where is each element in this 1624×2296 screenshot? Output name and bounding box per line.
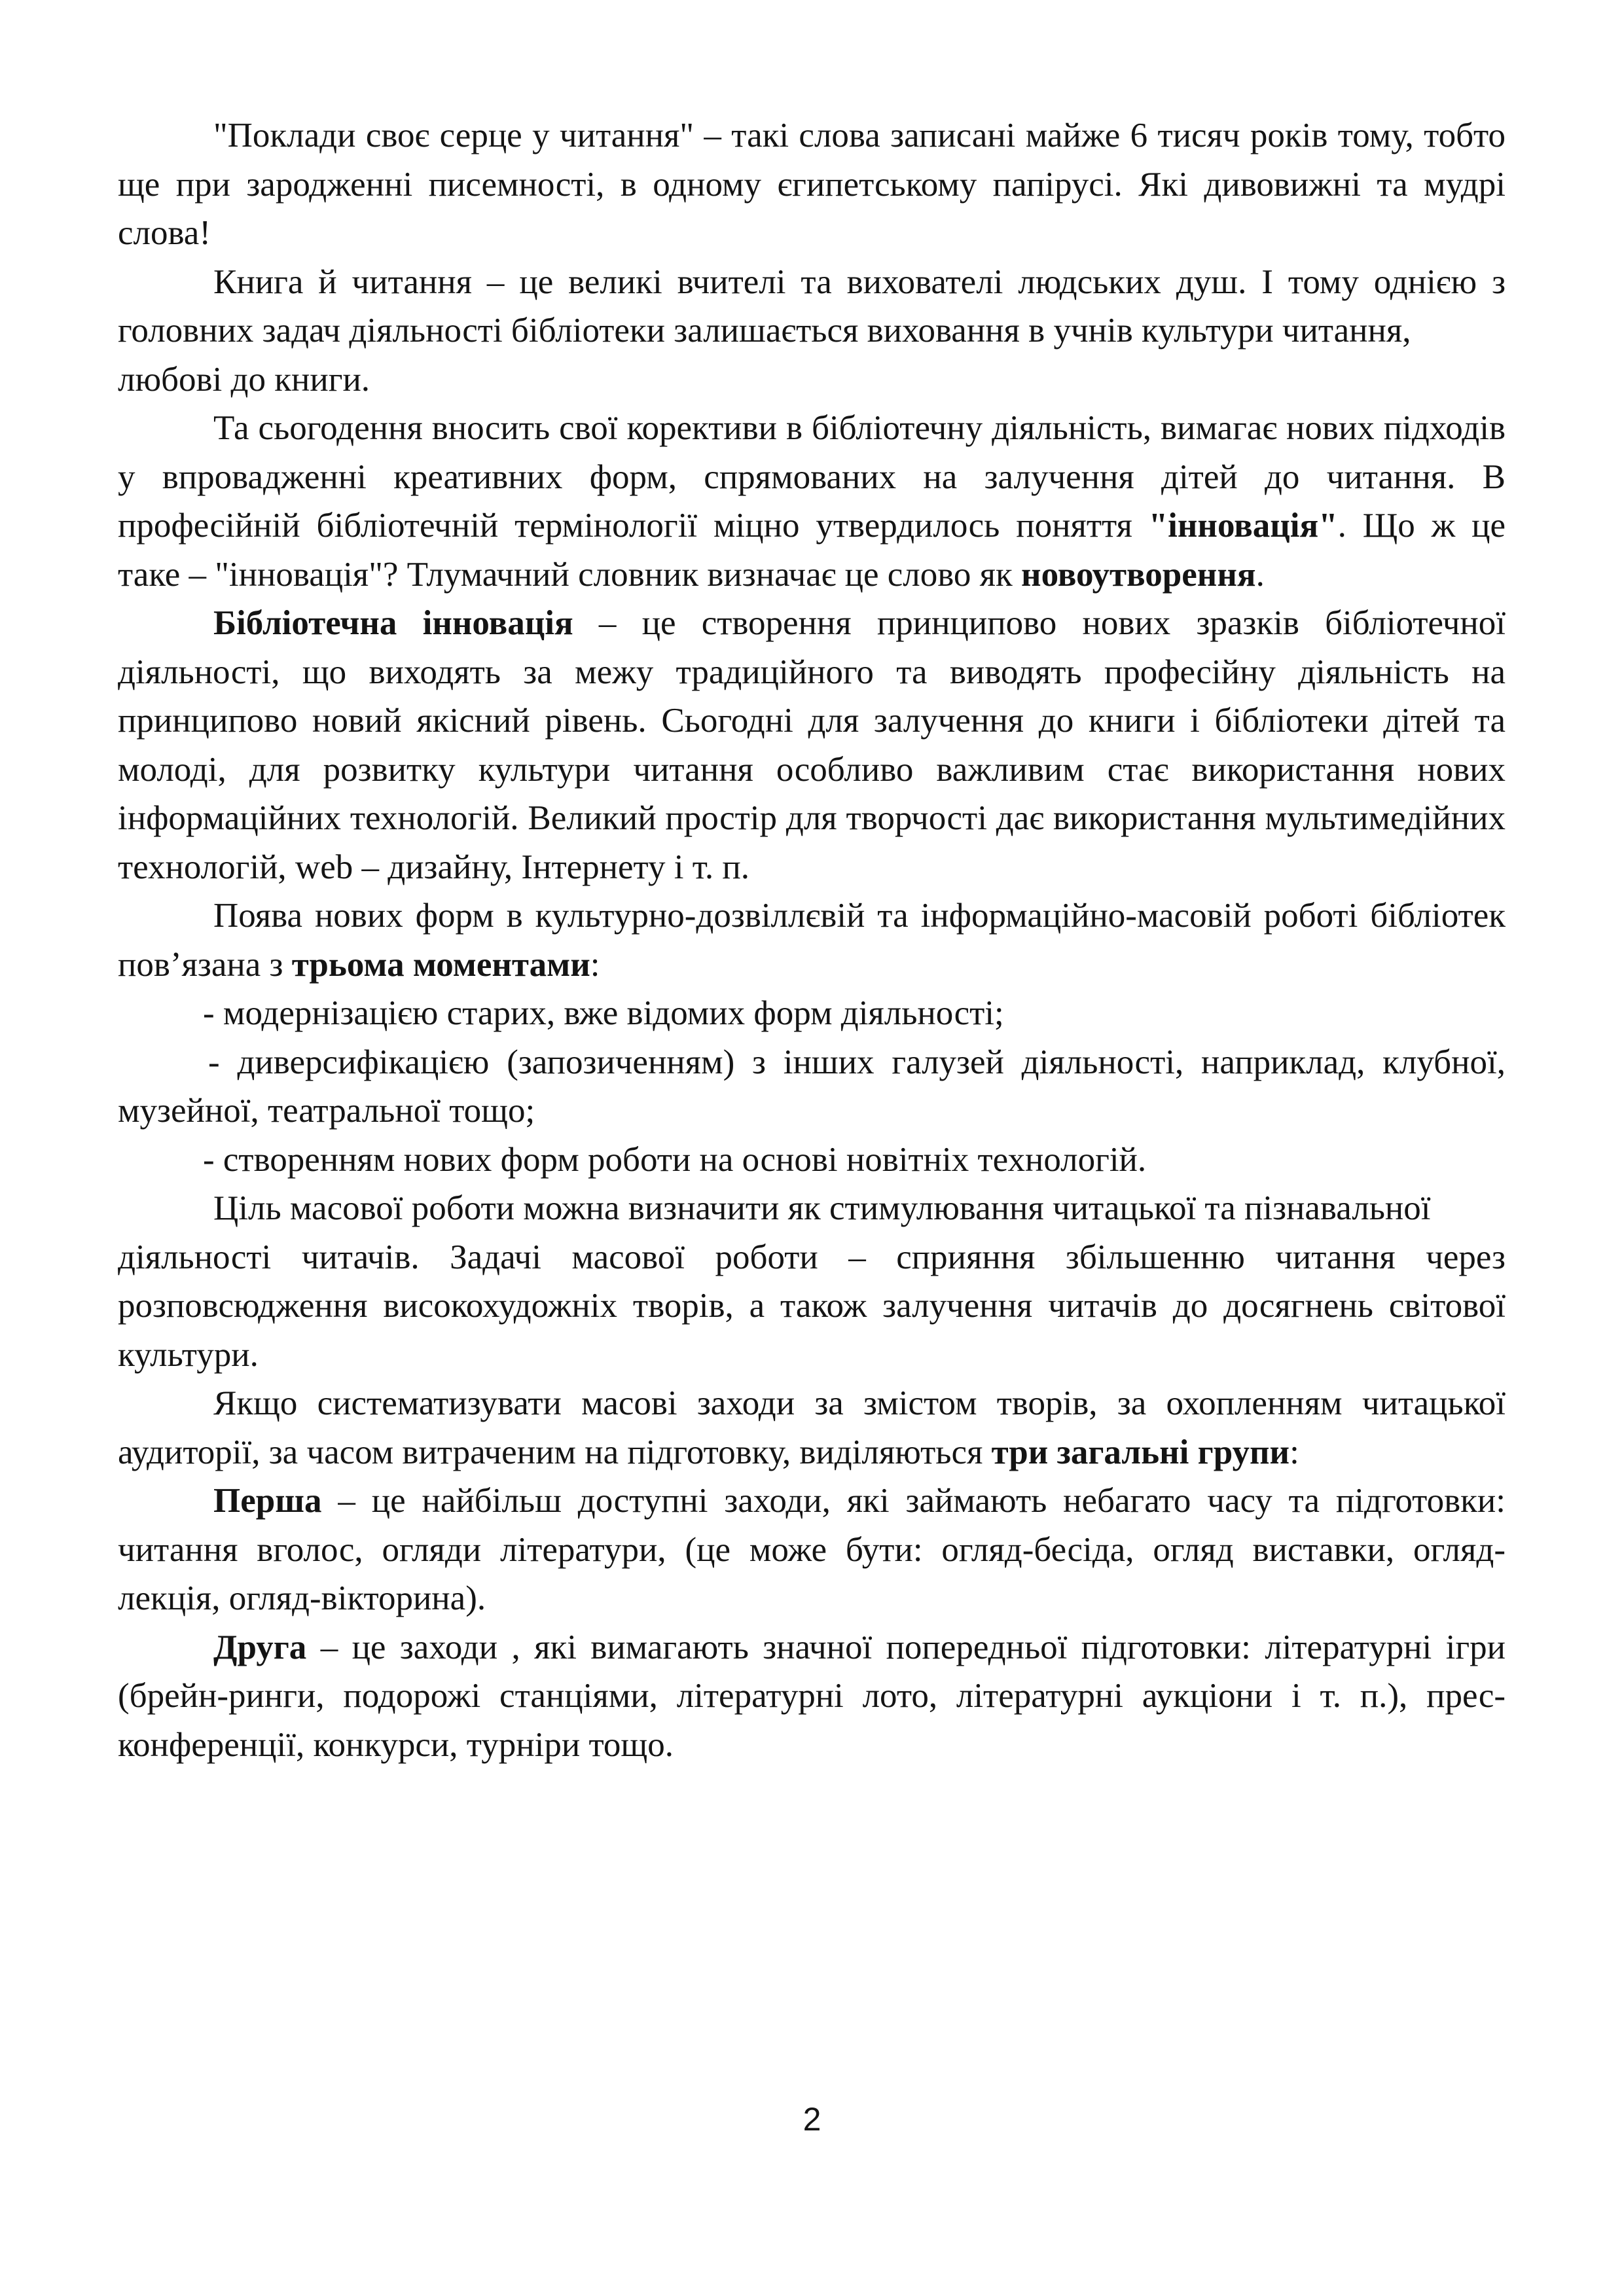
bold-term: Бібліотечна інновація <box>213 604 573 642</box>
page-number: 2 <box>803 2101 821 2138</box>
paragraph <box>118 1379 1506 1477</box>
text-run: - створенням нових форм роботи на основі новітніх технологій. <box>203 1140 1147 1179</box>
text-run: - модернізацією старих, вже відомих форм діяльності; <box>203 994 1004 1032</box>
text-run: Ціль масової роботи можна визначити як стимулювання читацької та пізнавальної <box>213 1189 1431 1227</box>
text-run: – це створення принципово нових зразків бібліотечної діяльності, що виходять за межу традиційного та виводять професійну діяльність на принципово новий якісний рівень. Сьогодні для залучення до книги і бібліотеки дітей та молоді, для розвитку культури читання особливо важливим стає використання нових інформаційних технологій. Великий простір для творчості дає використання мультимедійних технологій, web – дизайну, Інтернету і т. п. <box>118 604 1506 886</box>
paragraph <box>118 404 1506 599</box>
text-run: Поява нових форм в культурно-дозвіллєвій та інформаційно-масовій роботі бібліотек пов’язана з <box>118 897 1506 984</box>
paragraph <box>118 111 1506 258</box>
text-run: Книга й читання – це великі вчителі та вихователі людських душ. І тому однією з головних задач діяльності бібліотеки залишається виховання в учнів культури читання, <box>118 262 1506 350</box>
paragraph <box>118 1233 1506 1380</box>
text-run: - диверсифікацією (запозиченням) з інших галузей діяльності, наприклад, клубної, музейної, театральної тощо; <box>118 1043 1506 1130</box>
paragraph <box>118 258 1506 355</box>
paragraph <box>118 355 1506 404</box>
bold-term: новоутворення <box>1021 555 1256 594</box>
paragraph <box>118 891 1506 989</box>
paragraph <box>118 1477 1506 1623</box>
bold-term: три загальні групи <box>991 1433 1290 1471</box>
text-run: діяльності читачів. Задачі масової роботи – сприяння збільшенню читання через розповсюдження високохудожніх творів, а також залучення читачів до досягнень світової культури. <box>118 1238 1506 1374</box>
text-run: . Що ж це таке – "інновація"? Тлумачний словник визначає це слово як <box>118 507 1506 594</box>
bold-term: Друга <box>213 1628 307 1666</box>
paragraph <box>118 599 1506 891</box>
text-run: Та сьогодення вносить свої корективи в бібліотечну діяльність, вимагає нових підходів у впровадженні креативних форм, спрямованих на залучення дітей до читання. В професійній бібліотечній термінології міцно утвердилось поняття <box>118 409 1506 545</box>
list-item <box>118 989 1506 1038</box>
paragraph <box>118 1623 1506 1770</box>
text-run: . <box>1255 555 1265 594</box>
text-run: – це найбільш доступні заходи, які займають небагато часу та підготовки: читання вголос, огляди літератури, (це може бути: огляд-бесіда, огляд виставки, огляд-лекція, огляд-вікторина). <box>118 1482 1506 1617</box>
document-body <box>118 111 1506 1769</box>
paragraph <box>118 1184 1506 1233</box>
text-run: "Поклади своє серце у читання" – такі слова записані майже 6 тисяч років тому, тобто ще при зародженні писемності, в одному єгипетському папірусі. Які дивовижні та мудрі слова! <box>118 117 1506 252</box>
text-run: : <box>590 945 600 984</box>
list-item <box>118 1136 1506 1185</box>
bold-term: трьома моментами <box>291 945 590 984</box>
text-run: Якщо систематизувати масові заходи за змістом творів, за охопленням читацької аудиторії, за часом витраченим на підготовку, виділяються <box>118 1384 1506 1471</box>
bold-term: Перша <box>213 1482 322 1520</box>
text-run: любові до книги. <box>118 360 370 399</box>
bold-term: "інновація" <box>1148 507 1338 545</box>
text-run: : <box>1290 1433 1299 1471</box>
text-run: – це заходи , які вимагають значної попередньої підготовки: літературні ігри (брейн-ринги, подорожі станціями, літературні лото, літературні аукціони і т. п.), прес-конференції, конкурси, турніри тощо. <box>118 1628 1506 1764</box>
list-item <box>118 1038 1506 1136</box>
